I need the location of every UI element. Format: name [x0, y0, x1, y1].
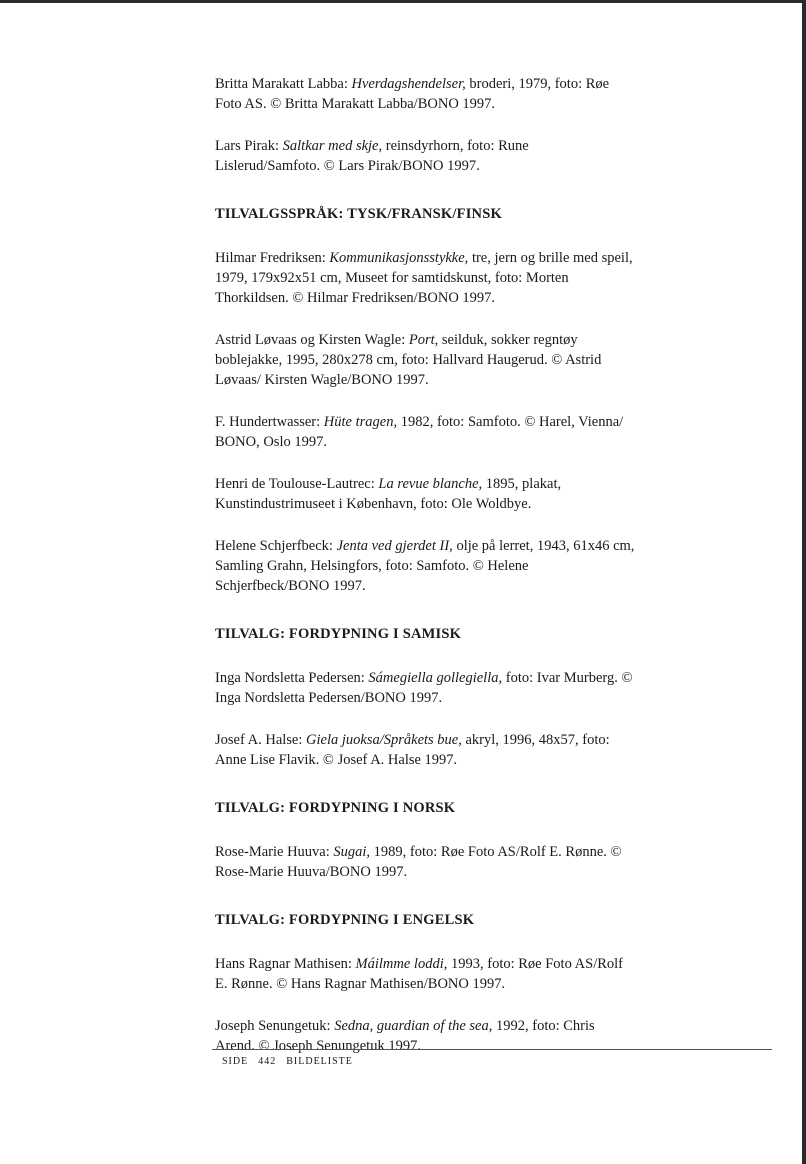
caption-title: Hverdagshendelser, — [351, 76, 466, 92]
section-heading: TILVALG: FORDYPNING I NORSK — [215, 800, 456, 816]
caption-artist: Hans Ragnar Mathisen: — [215, 956, 356, 972]
top-edge-rule — [0, 0, 806, 3]
caption-artist: Lars Pirak: — [215, 138, 283, 154]
footer-rule — [212, 1049, 772, 1050]
caption-entry — [215, 954, 635, 994]
caption-details: seilduk, sokker regntøy boblejakke, 1995, 280x278 cm, foto: Hallvard Haugerud. © Astrid Løvaas/ Kirsten Wagle/BONO 1997. — [215, 332, 602, 388]
caption-artist: Josef A. Halse: — [215, 732, 307, 748]
caption-entry — [215, 474, 635, 514]
caption-entry — [215, 842, 635, 882]
caption-artist: Helene Schjerfbeck: — [215, 538, 337, 554]
caption-title: Hüte tragen, — [323, 414, 398, 430]
caption-details: akryl, 1996, 48x57, foto: Anne Lise Flavik. © Josef A. Halse 1997. — [215, 732, 610, 768]
caption-details: 1993, foto: Røe Foto AS/Rolf E. Rønne. © Hans Ragnar Mathisen/BONO 1997. — [215, 956, 624, 992]
caption-entry — [215, 730, 635, 770]
caption-title: Saltkar med skje, — [282, 138, 383, 154]
section-heading: TILVALG: FORDYPNING I ENGELSK — [215, 912, 475, 928]
caption-title: Sugai, — [333, 844, 371, 860]
section-heading: TILVALGSSPRÅK: TYSK/FRANSK/FINSK — [215, 206, 502, 222]
caption-title: Sedna, guardian of the sea, — [334, 1018, 493, 1034]
caption-title: Giela juoksa/Språkets bue, — [306, 732, 462, 748]
caption-artist: Henri de Toulouse-Lautrec: — [215, 476, 379, 492]
caption-details: 1982, foto: Samfoto. © Harel, Vienna/ BONO, Oslo 1997. — [215, 414, 624, 450]
page-footer — [222, 1056, 353, 1067]
caption-title: Jenta ved gjerdet II, — [336, 538, 453, 554]
caption-artist: Rose-Marie Huuva: — [215, 844, 334, 860]
caption-artist: Britta Marakatt Labba: — [215, 76, 352, 92]
caption-details: broderi, 1979, foto: Røe Foto AS. © Britta Marakatt Labba/BONO 1997. — [215, 76, 610, 112]
caption-details: olje på lerret, 1943, 61x46 cm, Samling Grahn, Helsingfors, foto: Samfoto. © Helene Schjerfbeck/BONO 1997. — [215, 538, 635, 594]
caption-title: Kommunikasjonsstykke, — [329, 250, 469, 266]
caption-title: Port, — [408, 332, 439, 348]
footer-side-label: SIDE — [222, 1056, 249, 1067]
page-number: 442 — [258, 1056, 277, 1067]
caption-details: foto: Ivar Murberg. © Inga Nordsletta Pedersen/BONO 1997. — [215, 670, 633, 706]
caption-entry — [215, 668, 635, 708]
caption-artist: Joseph Senungetuk: — [215, 1018, 335, 1034]
caption-artist: Hilmar Fredriksen: — [215, 250, 330, 266]
caption-details: reinsdyrhorn, foto: Rune Lislerud/Samfoto. © Lars Pirak/BONO 1997. — [215, 138, 529, 174]
caption-entry — [215, 412, 635, 452]
right-edge-rule — [802, 0, 806, 1164]
caption-entry — [215, 74, 635, 114]
caption-title: Máilmme loddi, — [355, 956, 448, 972]
caption-entry — [215, 136, 635, 176]
caption-artist: Astrid Løvaas og Kirsten Wagle: — [215, 332, 409, 348]
section-heading: TILVALG: FORDYPNING I SAMISK — [215, 626, 462, 642]
caption-details: 1992, foto: Chris Arend. © Joseph Senungetuk 1997. — [215, 1018, 595, 1054]
caption-details: 1895, plakat, Kunstindustrimuseet i København, foto: Ole Woldbye. — [215, 476, 562, 512]
caption-details: tre, jern og brille med speil, 1979, 179x92x51 cm, Museet for samtidskunst, foto: Morten Thorkildsen. © Hilmar Fredriksen/BONO 1997. — [215, 250, 633, 306]
caption-list — [215, 74, 635, 1056]
caption-artist: F. Hundertwasser: — [215, 414, 324, 430]
caption-entry — [215, 330, 635, 390]
caption-details: 1989, foto: Røe Foto AS/Rolf E. Rønne. © Rose-Marie Huuva/BONO 1997. — [215, 844, 622, 880]
caption-entry — [215, 536, 635, 596]
footer-section-label: BILDELISTE — [286, 1056, 353, 1067]
caption-artist: Inga Nordsletta Pedersen: — [215, 670, 369, 686]
caption-entry — [215, 248, 635, 308]
caption-entry — [215, 1016, 635, 1056]
caption-title: La revue blanche, — [378, 476, 483, 492]
caption-title: Sámegiella gollegiella, — [368, 670, 503, 686]
